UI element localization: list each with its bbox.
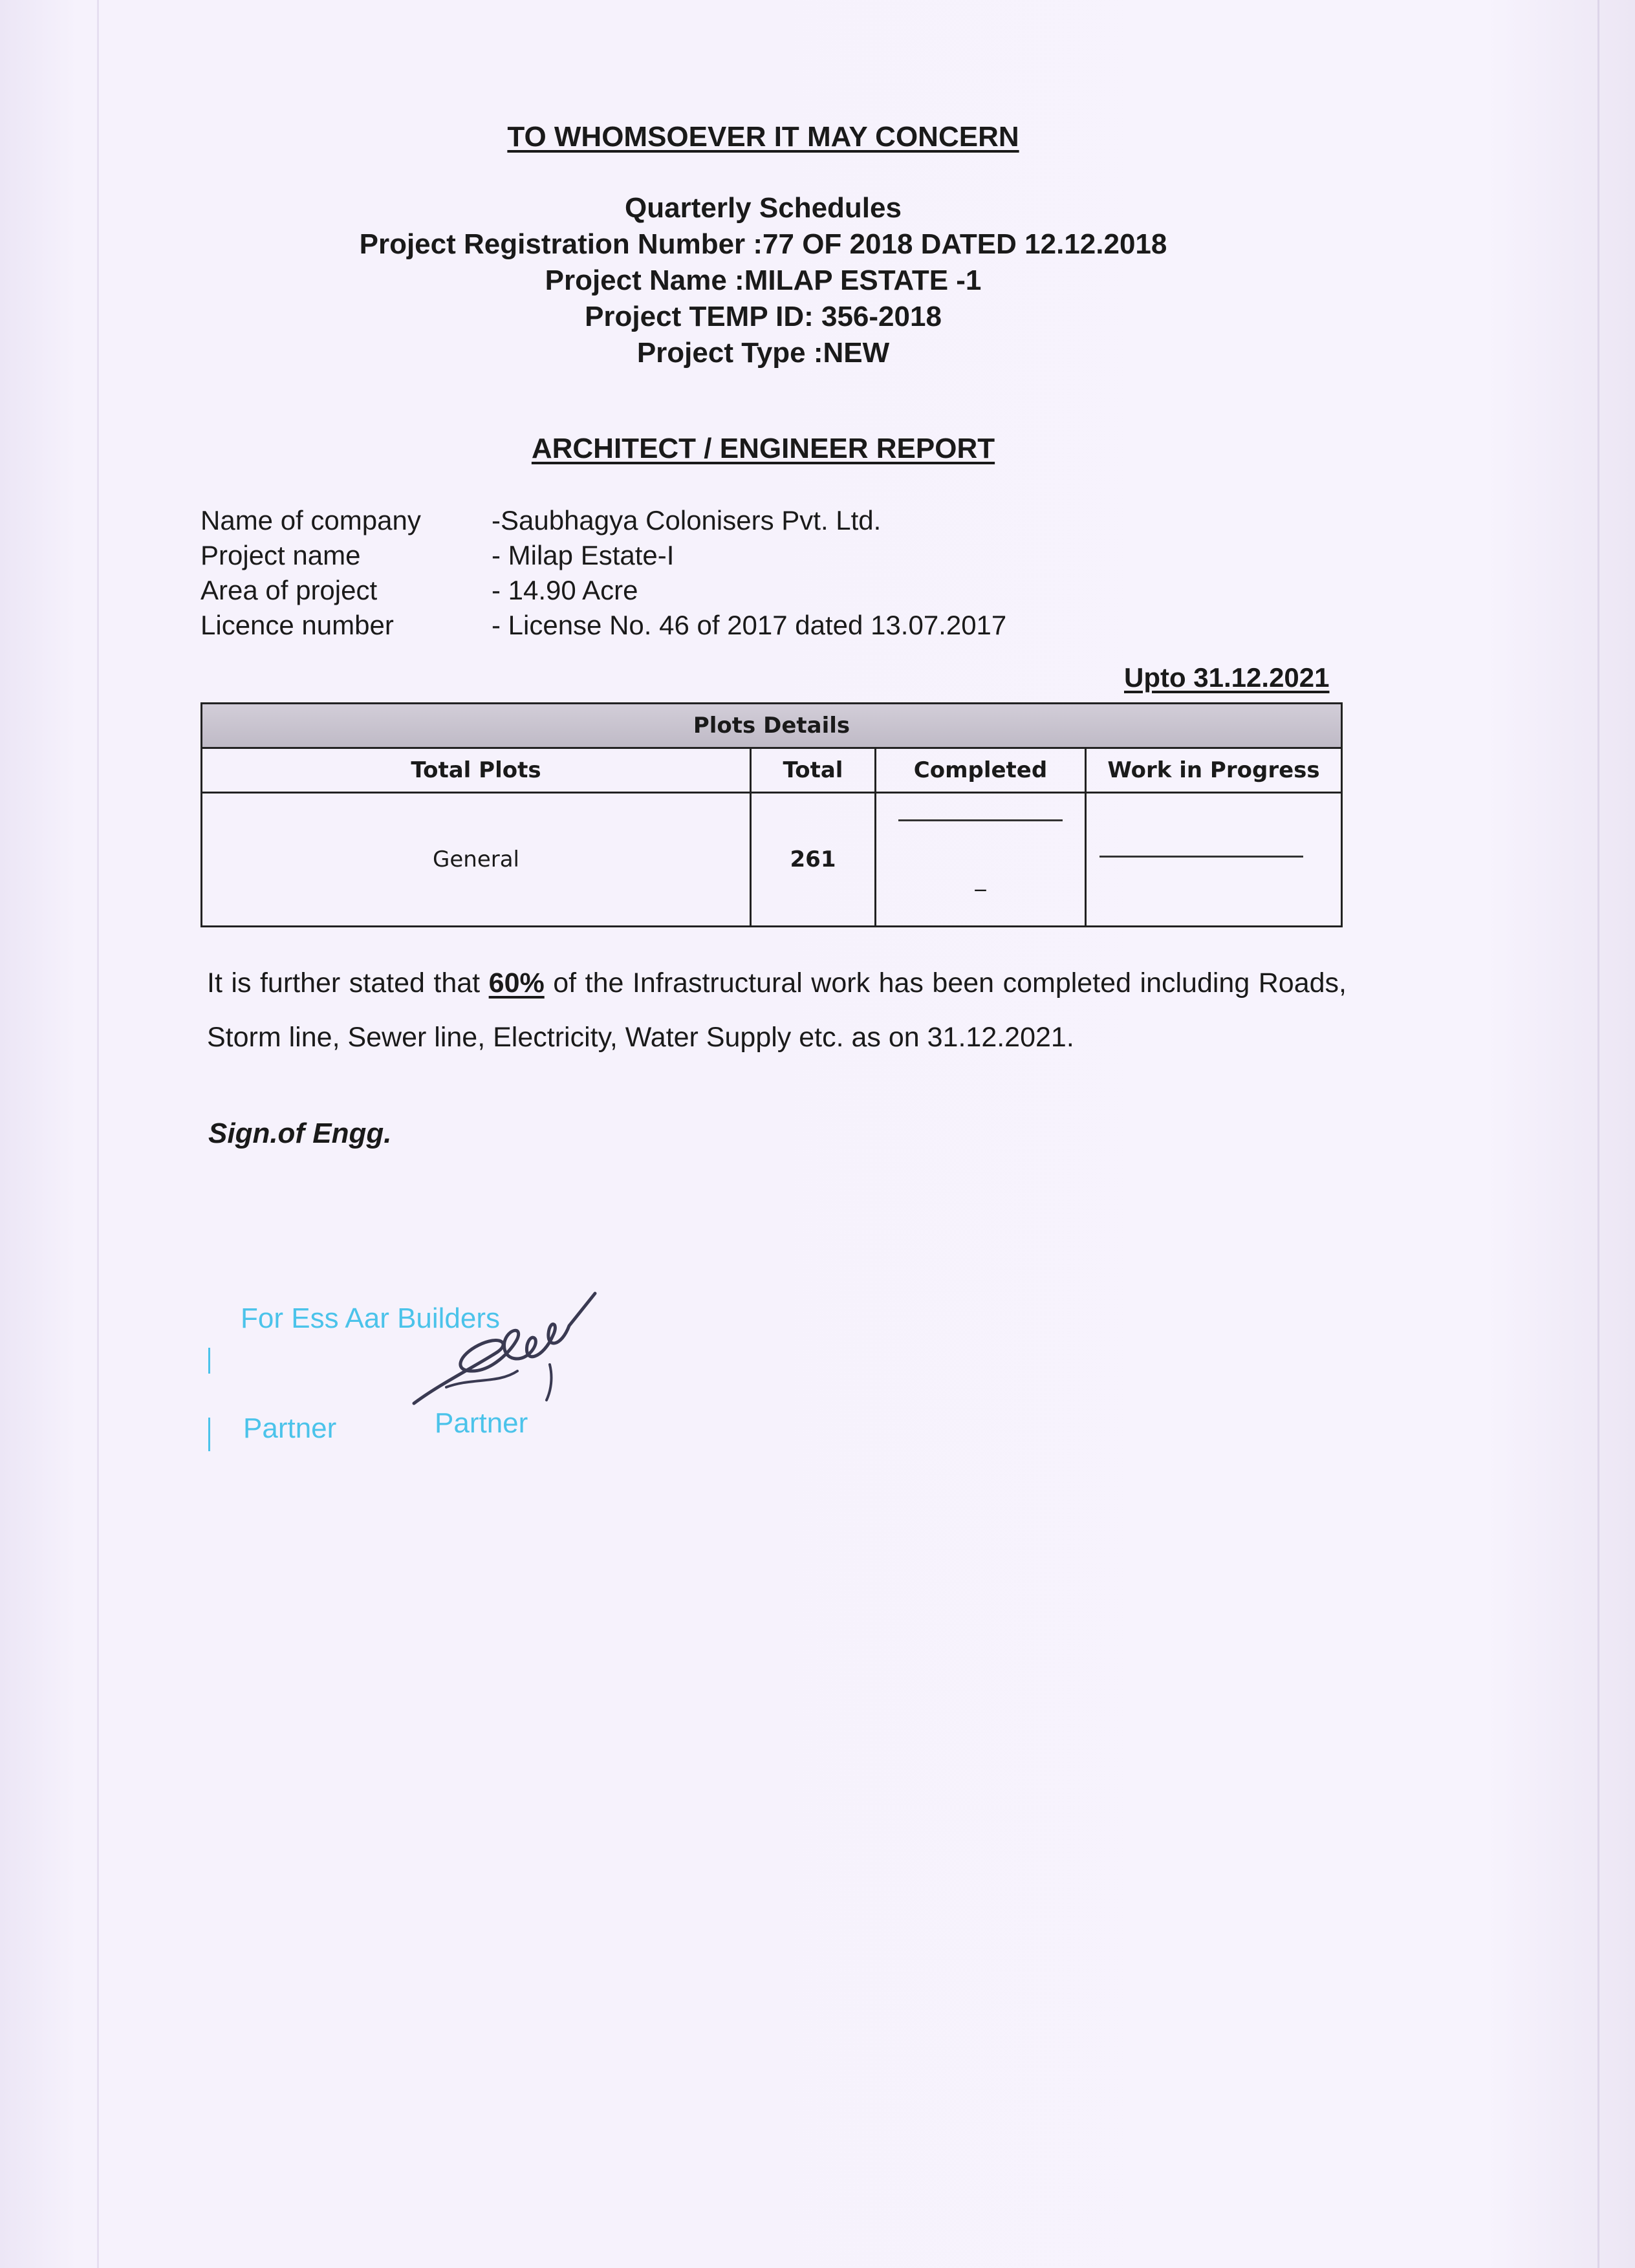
upto-date: Upto 31.12.2021 xyxy=(1124,662,1330,693)
plot-total-cell: 261 xyxy=(751,793,876,927)
document-title: TO WHOMSOEVER IT MAY CONCERN xyxy=(507,121,1019,153)
completion-percent: 60% xyxy=(488,967,545,999)
table-row xyxy=(202,793,1342,927)
plot-type-cell: General xyxy=(202,793,751,927)
info-label: Licence number xyxy=(200,610,394,640)
project-info xyxy=(200,503,1006,643)
info-value: - Milap Estate-I xyxy=(492,540,675,570)
table-caption: Plots Details xyxy=(202,704,1342,748)
page-edge-shadow xyxy=(1597,0,1599,2268)
plots-details-table xyxy=(200,702,1343,927)
info-row xyxy=(200,608,1006,643)
schedule-heading: Quarterly Schedules xyxy=(625,192,902,224)
project-temp-id: Project TEMP ID: 356-2018 xyxy=(585,301,942,332)
statement-text-start: It is further stated that xyxy=(207,967,489,999)
column-header-total-plots: Total Plots xyxy=(202,748,751,793)
info-row xyxy=(200,503,1006,538)
registration-number: Project Registration Number :77 OF 2018 DATED 12.12.2018 xyxy=(359,228,1167,260)
stamp-partner-right: Partner xyxy=(435,1407,528,1439)
stamp-border xyxy=(208,1418,210,1451)
report-title: ARCHITECT / ENGINEER REPORT xyxy=(531,433,995,464)
infrastructure-statement xyxy=(207,956,1347,1064)
info-value: -Saubhagya Colonisers Pvt. Ltd. xyxy=(492,505,882,535)
column-header-work-in-progress: Work in Progress xyxy=(1086,748,1342,793)
blank-line xyxy=(1099,856,1303,858)
info-label: Name of company xyxy=(200,505,421,535)
column-header-completed: Completed xyxy=(876,748,1086,793)
company-stamp-text: For Ess Aar Builders xyxy=(241,1302,501,1334)
stamp-border xyxy=(208,1348,210,1374)
info-value: - 14.90 Acre xyxy=(492,575,638,605)
info-label: Project name xyxy=(200,540,361,570)
info-row xyxy=(200,573,1006,608)
work-in-progress-cell xyxy=(1086,793,1342,927)
column-header-total: Total xyxy=(751,748,876,793)
info-value: - License No. 46 of 2017 dated 13.07.2017 xyxy=(492,610,1007,640)
engineer-signature-label: Sign.of Engg. xyxy=(208,1118,392,1149)
project-type: Project Type :NEW xyxy=(636,337,890,369)
stamp-partner-left: Partner xyxy=(243,1412,337,1444)
statement-text-end: of the Infrastructural work has been completed including Roads, Storm line, Sewer line, Electricity, Water Supply etc. as on 31.12.2021. xyxy=(207,967,1347,1053)
blank-line xyxy=(898,819,1063,821)
info-label: Area of project xyxy=(200,575,378,605)
handwritten-signature xyxy=(401,1274,608,1423)
project-name-heading: Project Name :MILAP ESTATE -1 xyxy=(545,265,982,296)
completed-dash: _ xyxy=(975,866,986,892)
completed-cell xyxy=(876,793,1086,927)
info-row xyxy=(200,538,1006,573)
